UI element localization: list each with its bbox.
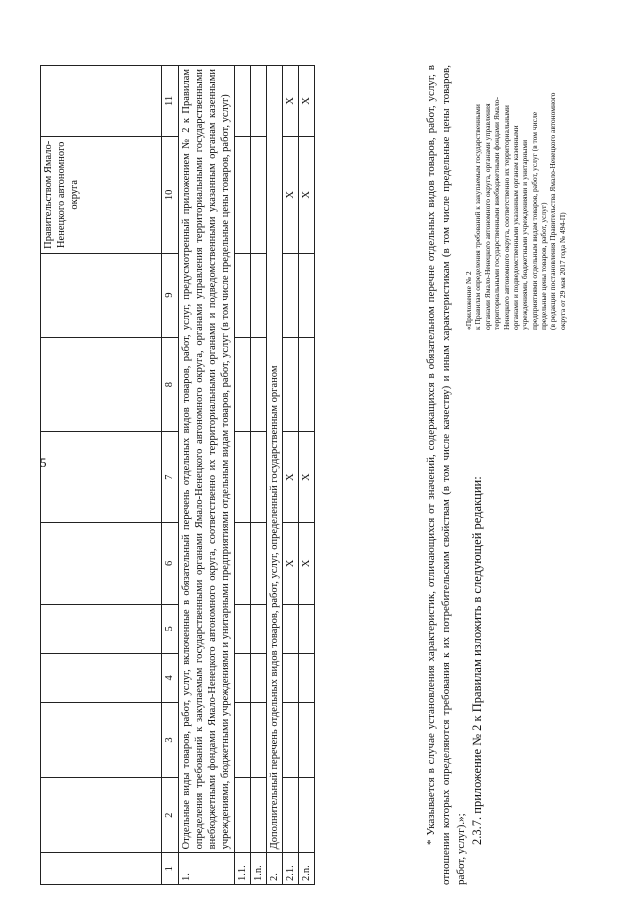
row-mandatory-list-text: Отдельные виды товаров, работ, услуг, включенные в обязательный перечень отдельных видов товаров, работ, услуг, предусмотренный приложением № 2 к Правилам определения требований к закупаемым государственными органами Ямало-Ненецкого автономного округа, органами управления территориальными государственными внебюджетными фондами Ямало-Ненецкого автономного округа, соответственно их территориальными органами и подведомственными указанным органам казенными учреждениями, бюджетными учреждениями и унитарными предприятиями отдельным видам товаров, работ, услуг (в том числе предельные цены товаров, работ, услуг): [179, 66, 235, 853]
appendix-body: к Правилам определения требований к закупаемым государственными органами Ямало-Ненецкого автономного округа, органами управления территориальными государственными внебюджетными фондами Ямало-Ненецкого автономного округа, соответственно их территориальными органами и подведомственными указанным органам казенными учреждениями, бюджетными учреждениями и унитарными предприятиями отдельным видам товаров, работ, услуг (в том числе предельные цены товаров, работ, услуг): [473, 96, 548, 330]
appendix-title: «Приложение № 2: [464, 271, 473, 330]
x-mark: X: [299, 432, 315, 523]
row-number: 2.: [266, 853, 282, 885]
col-num: 7: [162, 432, 179, 523]
col-num: 1: [162, 853, 179, 885]
page-number: 5: [40, 455, 47, 470]
appendix-heading: [464, 90, 567, 330]
x-mark: X: [299, 66, 315, 137]
row-number: 2.1.: [282, 853, 298, 885]
x-mark: X: [282, 136, 298, 253]
col-num: 2: [162, 778, 179, 853]
col-num: 6: [162, 523, 179, 605]
row-number: 2.n.: [299, 853, 315, 885]
row-additional-list-text: Дополнительный перечень отдельных видов товаров, работ, услуг, определенный государственным органом: [266, 66, 282, 853]
footnote-text: * Указывается в случае установления характеристик, отличающихся от значений, содержащихся в обязательном перечне отдельных видов товаров, работ, услуг, в отношении которых определяются требования к их потребительским свойствам (в том числе качеству) и иным характеристикам (в том числе предельные цены товаров, работ, услуг).»;: [425, 65, 467, 885]
header-government-cell: Правительством Ямало-Ненецкого автономного округа: [41, 136, 162, 253]
table-row: [250, 66, 266, 885]
x-mark: X: [282, 66, 298, 137]
row-number: 1.1.: [234, 853, 250, 885]
x-mark: X: [282, 523, 298, 605]
appendix-edition: (в редакции постановления Правительства Ямало-Ненецкого автономного округа от 29 мая 2017 года № 494-П): [548, 92, 567, 330]
x-mark: X: [299, 523, 315, 605]
col-num: 4: [162, 653, 179, 702]
col-num: 10: [162, 136, 179, 253]
column-numbers-row: [162, 66, 179, 885]
table-row: [299, 66, 315, 885]
table-row: [179, 66, 235, 885]
col-num: 11: [162, 66, 179, 137]
x-mark: X: [299, 136, 315, 253]
row-number: 1.n.: [250, 853, 266, 885]
col-num: 3: [162, 702, 179, 777]
table-row: [234, 66, 250, 885]
x-mark: X: [282, 432, 298, 523]
table-row: [282, 66, 298, 885]
col-num: 5: [162, 604, 179, 653]
table-row: [266, 66, 282, 885]
requirements-table: [40, 65, 315, 885]
amendment-instruction: 2.3.7. приложение № 2 к Правилам изложить в следующей редакции:: [469, 476, 484, 845]
row-number: 1.: [179, 853, 235, 885]
col-num: 9: [162, 253, 179, 337]
col-num: 8: [162, 337, 179, 432]
rotated-sheet: [40, 25, 600, 885]
table-header-row: [41, 66, 162, 885]
